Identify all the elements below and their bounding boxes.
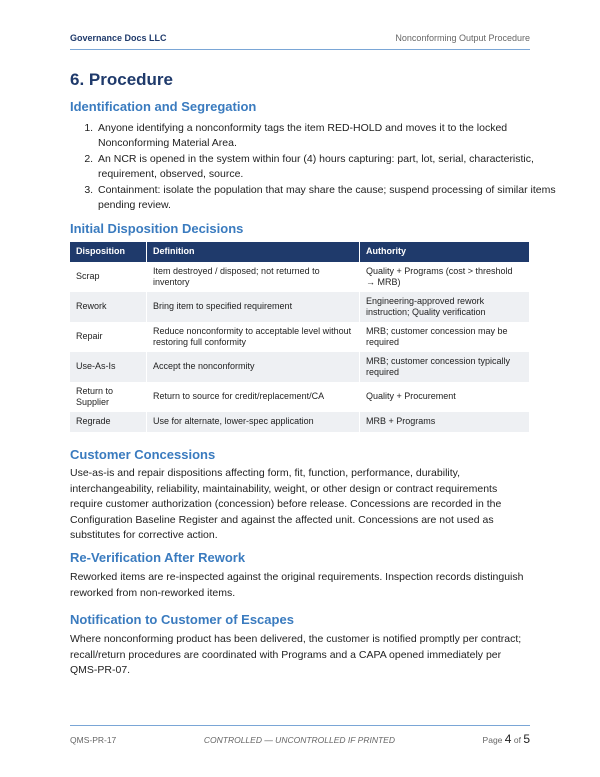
page-word: Page: [482, 735, 503, 745]
definition-cell: Bring item to specified requirement: [147, 292, 360, 322]
authority-cell: MRB; customer concession typically required: [360, 352, 530, 382]
table-row: [70, 412, 530, 432]
identification-heading: Identification and Segregation: [70, 99, 257, 114]
control-notice: CONTROLLED — UNCONTROLLED IF PRINTED: [203, 735, 395, 745]
disposition-cell: Repair: [70, 322, 147, 352]
disposition-heading: Initial Disposition Decisions: [70, 221, 244, 236]
page-header: [70, 33, 530, 50]
table-row: [70, 382, 530, 412]
notification-text: Where nonconforming product has been delivered, the customer is notified promptly per contract; recall/return procedures are coordinated with Programs and a CAPA opened immediately per QMS-PR-07.: [70, 633, 522, 676]
column-header: Authority: [360, 242, 530, 262]
reverification-text: Reworked items are re-inspected against the original requirements. Inspection records distinguish reworked from non-reworked items.: [70, 571, 524, 599]
disposition-cell: Regrade: [70, 412, 147, 432]
definition-cell: Item destroyed / disposed; not returned to inventory: [147, 262, 360, 292]
document-title: Nonconforming Output Procedure: [395, 33, 530, 43]
disposition-table: [70, 242, 530, 432]
definition-cell: Accept the nonconformity: [147, 352, 360, 382]
definition-cell: Return to source for credit/replacement/CA: [147, 382, 360, 412]
reverification-heading: Re-Verification After Rework: [70, 550, 246, 565]
disposition-cell: Use-As-Is: [70, 352, 147, 382]
disposition-cell: Return to Supplier: [70, 382, 147, 412]
disposition-cell: Scrap: [70, 262, 147, 292]
document-page: [70, 0, 556, 777]
step-item: 1. Anyone identifying a nonconformity tags the item RED-HOLD and moves it to the locked Nonconforming Material Area.: [96, 121, 556, 151]
company-name: Governance Docs LLC: [70, 33, 167, 43]
concessions-heading: Customer Concessions: [70, 447, 216, 462]
page-indicator: [483, 732, 530, 746]
disposition-cell: Rework: [70, 292, 147, 322]
table-row: [70, 292, 530, 322]
definition-cell: Use for alternate, lower-spec application: [147, 412, 360, 432]
definition-cell: Reduce nonconformity to acceptable level without restoring full conformity: [147, 322, 360, 352]
document-id: QMS-PR-17: [70, 735, 117, 745]
page-total: 5: [523, 732, 530, 746]
table-row: [70, 322, 530, 352]
table-header-row: [70, 242, 530, 262]
section-title: 6. Procedure: [70, 70, 173, 89]
page-number: 4: [504, 732, 512, 746]
authority-cell: MRB + Programs: [360, 412, 530, 432]
step-item: 2. An NCR is opened in the system within four (4) hours capturing: part, lot, serial, characteristic, requirement, observed, source.: [96, 152, 556, 182]
table-row: [70, 262, 530, 292]
authority-cell: Quality + Programs (cost > threshold → MRB): [360, 262, 530, 292]
table-row: [70, 352, 530, 382]
column-header: Definition: [147, 242, 360, 262]
page-footer: [70, 725, 530, 746]
identification-steps: [70, 121, 556, 214]
authority-cell: MRB; customer concession may be required: [360, 322, 530, 352]
authority-cell: Quality + Procurement: [360, 382, 530, 412]
column-header: Disposition: [70, 242, 147, 262]
of-word: of: [513, 735, 521, 745]
authority-cell: Engineering-approved rework instruction; Quality verification: [360, 292, 530, 322]
step-item: 3. Containment: isolate the population that may share the cause; suspend processing of similar items pending review.: [96, 183, 556, 213]
notification-heading: Notification to Customer of Escapes: [70, 612, 294, 627]
concessions-text: Use-as-is and repair dispositions affecting form, fit, function, performance, durability, interchangeability, reliability, maintainability, weight, or other design or contract requirements require customer authorization (concession) before release. Concessions are recorded in the Configuration Baseline Register and against the affected unit. Concessions are not used as substitutes for corrective action.: [70, 467, 502, 541]
